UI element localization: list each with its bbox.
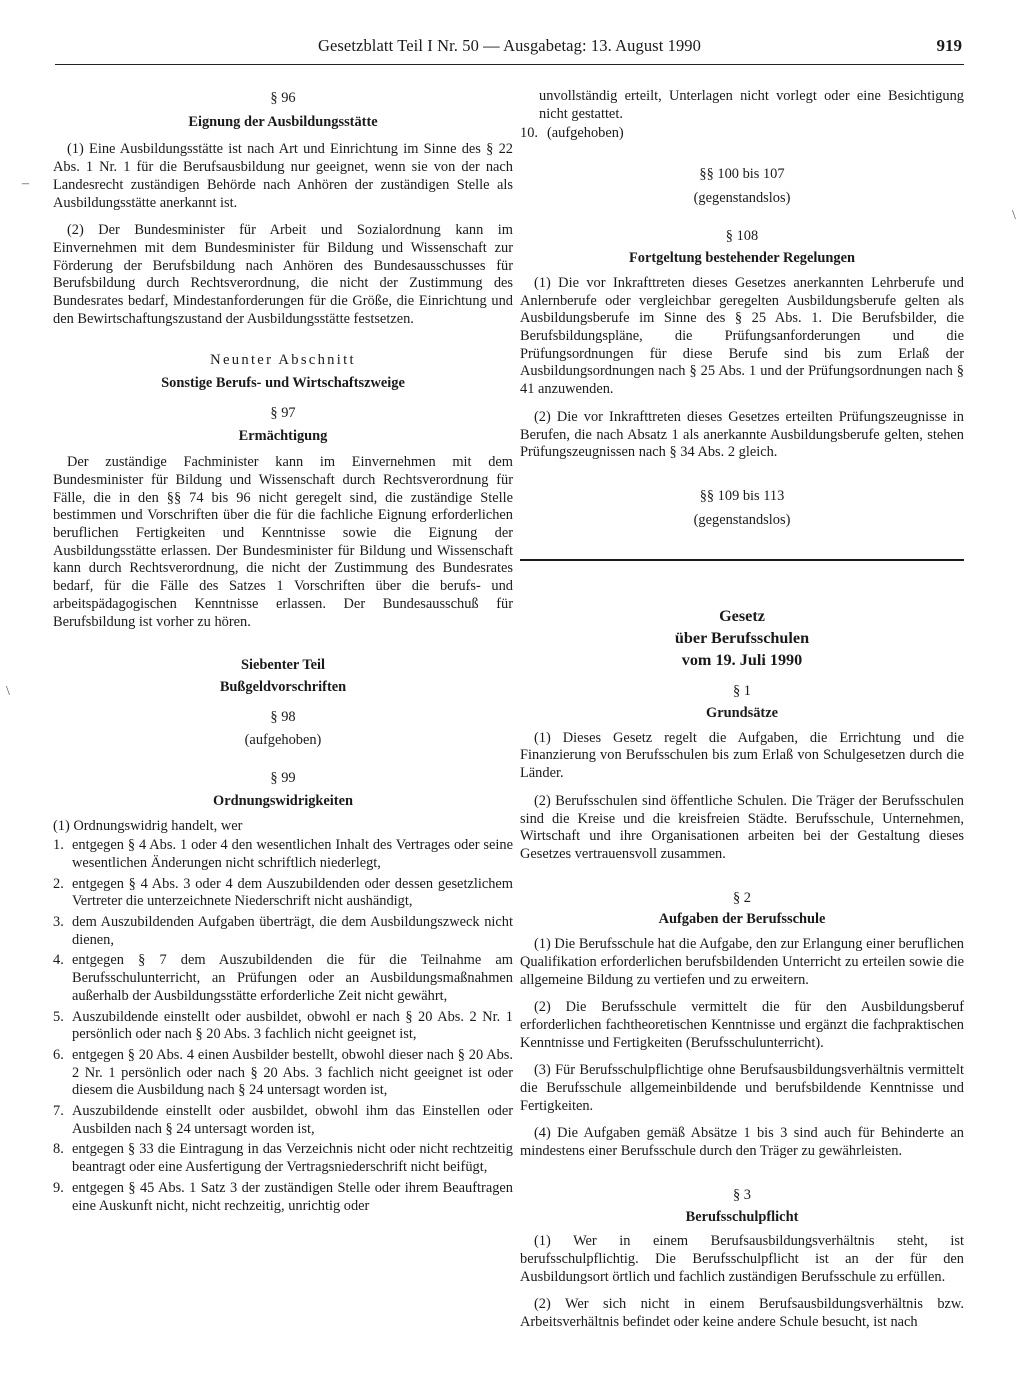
paragraph: (4) Die Aufgaben gemäß Absätze 1 bis 3 sind auch für Behinderte an mindestens einer Berufsschule durch den Träger zu gewährleisten. bbox=[520, 1125, 964, 1160]
section-title: Grundsätze bbox=[706, 705, 778, 722]
part-title: Bußgeldvorschriften bbox=[219, 678, 347, 695]
list-item: 9. entgegen § 45 Abs. 1 Satz 3 der zuständigen Stelle oder ihrem Beauftragen eine Auskunft nicht, nicht rechzeitig, unrichtig oder bbox=[53, 1179, 513, 1214]
paragraph: (2) Wer sich nicht in einem Berufsausbildungsverhältnis bzw. Arbeitsverhältnis befindet oder keine andere Schule besucht, ist nach bbox=[520, 1296, 964, 1331]
chapter-label: Neunter Abschnitt bbox=[210, 352, 356, 369]
paragraph: (1) Die Berufsschule hat die Aufgabe, den zur Erlangung einer beruflichen Qualifikation erforderlichen berufsbildenden Unterricht zu erteilen sowie die allgemeine Bildung zu vertiefen und zu erweitern. bbox=[520, 936, 964, 988]
list-item: 4. entgegen § 7 dem Auszubildenden die für die Teilnahme am Berufsschulunterricht, an Prüfungen oder an Ausbildungsmaßnahmen außerhalb der Ausbildungsstätte erforderliche Zeit nicht gewährt, bbox=[53, 952, 513, 1004]
paragraph: (2) Die vor Inkrafttreten dieses Gesetzes erteilten Prüfungszeugnisse in Berufen, die nach Absatz 1 als anerkannte Ausbildungsberufe gelten, stehen Prüfungszeugnissen nach § 34 Abs. 2 gleich. bbox=[520, 408, 964, 461]
list-item: 7. Auszubildende einstellt oder ausbildet, obwohl ihm das Einstellen oder Ausbilden nach § 24 untersagt worden ist, bbox=[53, 1103, 513, 1137]
paragraph: (2) Die Berufsschule vermittelt die für den Ausbildungsberuf erforderlichen fachtheoretischen Kenntnisse und ergänzt die fachpraktischen Kenntnisse und Fertigkeiten (Berufsschulunterricht). bbox=[520, 999, 964, 1051]
offence-list bbox=[53, 837, 513, 1215]
paragraph: (2) Der Bundesminister für Arbeit und Sozialordnung kann im Einvernehmen mit dem Bundesminister für Bildung und Wissenschaft zur Förderung der Berufsbildung nach Anhören des Bundesausschusses für Berufsbildung durch Rechtsverordnung, die nicht der Zustimmung des Bundesrates bedarf, Mindestanforderungen für die Größe, die Einrichtung und den Bewirtschaftungszustand der Ausbildungsstätte festsetzen. bbox=[53, 222, 513, 327]
chapter-title: Sonstige Berufs- und Wirtschaftszweige bbox=[161, 375, 405, 392]
continued-text: unvollständig erteilt, Unterlagen nicht vorlegt oder eine Besichtigung nicht gestattet. bbox=[539, 88, 964, 122]
section-number: §§ 109 bis 113 bbox=[699, 487, 785, 504]
law-date: vom 19. Juli 1990 bbox=[681, 651, 803, 670]
section-number: § 98 bbox=[270, 708, 296, 725]
paragraph: (1) Wer in einem Berufsausbildungsverhältnis steht, ist berufsschulpflichtig. Die Berufsschulpflicht ist an der für den Ausbildungsort örtlich und fachlich zuständigen Berufsschule zu erfüllen. bbox=[520, 1233, 964, 1285]
page-number: 919 bbox=[936, 36, 962, 55]
section-number: § 96 bbox=[270, 90, 296, 106]
section-status: (aufgehoben) bbox=[244, 732, 322, 749]
paragraph: (3) Für Berufsschulpflichtige ohne Berufsausbildungsverhältnis vermittelt die Berufsschule allgemeinbildende und berufsbildende Kenntnisse und Fertigkeiten. bbox=[520, 1062, 964, 1114]
section-number: § 99 bbox=[270, 770, 296, 787]
margin-mark: – bbox=[22, 176, 29, 191]
paragraph: Der zuständige Fachminister kann im Einvernehmen mit dem Bundesminister für Bildung und Wissenschaft durch Rechtsverordnung für Fälle, die in den §§ 74 bis 96 nicht geregelt sind, die zuständige Stelle bestimmen und Vorschriften über die für die fachliche Eignung erforderlichen beruflichen Fertigkeiten und Kenntnisse sowie die Eignung der Ausbildungsstätte erlassen. Der Bundesminister für Bildung und Wissenschaft kann durch Rechtsverordnung, die nicht der Zustimmung des Bundesrates bedarf, für die Fälle des Satzes 1 Vorschriften über die berufs- und arbeitspädagogischen Kenntnisse erlassen. Der Bundesausschuß für Berufsbildung ist vorher zu hören. bbox=[53, 454, 513, 630]
law-title-line: über Berufsschulen bbox=[674, 629, 810, 648]
section-title: Ermächtigung bbox=[238, 427, 328, 444]
list-item: 5. Auszubildende einstellt oder ausbildet, obwohl er nach § 20 Abs. 2 Nr. 1 persönlich oder nach § 20 Abs. 3 fachlich nicht geeignet ist, bbox=[53, 1008, 513, 1043]
section-title: Aufgaben der Berufsschule bbox=[658, 911, 826, 928]
law-title-line: Gesetz bbox=[719, 607, 765, 626]
section-title: Fortgeltung bestehender Regelungen bbox=[629, 250, 855, 267]
section-number: § 97 bbox=[270, 404, 296, 421]
margin-mark: \ bbox=[6, 684, 10, 699]
margin-mark: \ bbox=[1012, 208, 1016, 223]
law-separator bbox=[520, 559, 964, 561]
list-item: 8. entgegen § 33 die Eintragung in das Verzeichnis nicht oder nicht rechtzeitig beantragt oder eine Ausfertigung der Vertragsniederschrift nicht beifügt, bbox=[53, 1141, 513, 1176]
section-number: § 3 bbox=[733, 1186, 751, 1203]
offence-list-cont bbox=[520, 125, 964, 143]
section-number: § 2 bbox=[733, 889, 751, 906]
list-item: 10. (aufgehoben) bbox=[520, 125, 624, 142]
list-item: 1. entgegen § 4 Abs. 1 oder 4 den wesentlichen Inhalt des Vertrages oder seine wesentlichen Änderungen nicht schriftlich niederlegt, bbox=[53, 837, 513, 871]
part-label: Siebenter Teil bbox=[240, 657, 326, 674]
list-item: 6. entgegen § 20 Abs. 4 einen Ausbilder bestellt, obwohl dieser nach § 20 Abs. 2 Nr. 1 persönlich oder nach § 20 Abs. 3 fachlich nicht geeignet ist oder diesem die Ausbildung nach § 24 untersagt worden ist, bbox=[53, 1046, 513, 1099]
section-status: (gegenstandslos) bbox=[693, 511, 791, 528]
right-column bbox=[520, 88, 964, 1332]
paragraph: (1) Ordnungswidrig handelt, wer bbox=[53, 817, 243, 834]
gazette-title: Gesetzblatt Teil I Nr. 50 — Ausgabetag: 13. August 1990 bbox=[317, 36, 702, 55]
section-number: § 108 bbox=[725, 227, 759, 244]
section-status: (gegenstandslos) bbox=[693, 189, 791, 206]
paragraph: (1) Die vor Inkrafttreten dieses Gesetzes anerkannten Lehrberufe und Anlernberufe oder vergleichbar geregelten Ausbildungsberufe gelten als Ausbildungsberufe im Sinne des § 25 Abs. 1. Die Berufsbilder, die Berufsbildungspläne, die Prüfungsanforderungen und die Prüfungsordnungen für diese Berufe sind bis zum Erlaß der Ausbildungsordnungen nach § 25 Abs. 1 und der Prüfungsordnungen nach § 41 anzuwenden. bbox=[520, 274, 964, 398]
list-item: 2. entgegen § 4 Abs. 3 oder 4 dem Auszubildenden oder dessen gesetzlichem Vertreter die unterzeichnete Niederschrift nicht aushändigt, bbox=[53, 875, 513, 910]
section-title: Ordnungswidrigkeiten bbox=[213, 792, 353, 809]
section-number: §§ 100 bis 107 bbox=[699, 166, 785, 183]
paragraph: (2) Berufsschulen sind öffentliche Schulen. Die Träger der Berufsschulen sind die Kreise und die kreisfreien Städte. Berufsschule, Unternehmen, Wirtschaft und ihre Organisationen arbeiten bei der Gestaltung dieses Gesetzes vertrauensvoll zusammen. bbox=[520, 792, 964, 862]
page-header bbox=[55, 36, 964, 66]
section-title: Berufsschulpflicht bbox=[685, 1208, 799, 1225]
paragraph: (1) Dieses Gesetz regelt die Aufgaben, die Errichtung und die Finanzierung von Berufsschulen bis zum Erlaß von Schulgesetzen durch die Länder. bbox=[520, 729, 964, 782]
left-column bbox=[53, 88, 513, 1218]
list-item: 3. dem Auszubildenden Aufgaben überträgt, die dem Ausbildungszweck nicht dienen, bbox=[53, 914, 513, 948]
header-rule bbox=[55, 64, 964, 65]
paragraph: (1) Eine Ausbildungsstätte ist nach Art und Einrichtung im Sinne des § 22 Abs. 1 Nr. 1 für die Berufsausbildung nur geeignet, wenn sie von der nach Landesrecht zuständigen Behörde nach Anhören der zuständigen Stelle als Ausbildungsstätte anerkannt ist. bbox=[53, 141, 513, 211]
section-title: Eignung der Ausbildungsstätte bbox=[188, 113, 378, 130]
section-number: § 1 bbox=[733, 683, 751, 700]
